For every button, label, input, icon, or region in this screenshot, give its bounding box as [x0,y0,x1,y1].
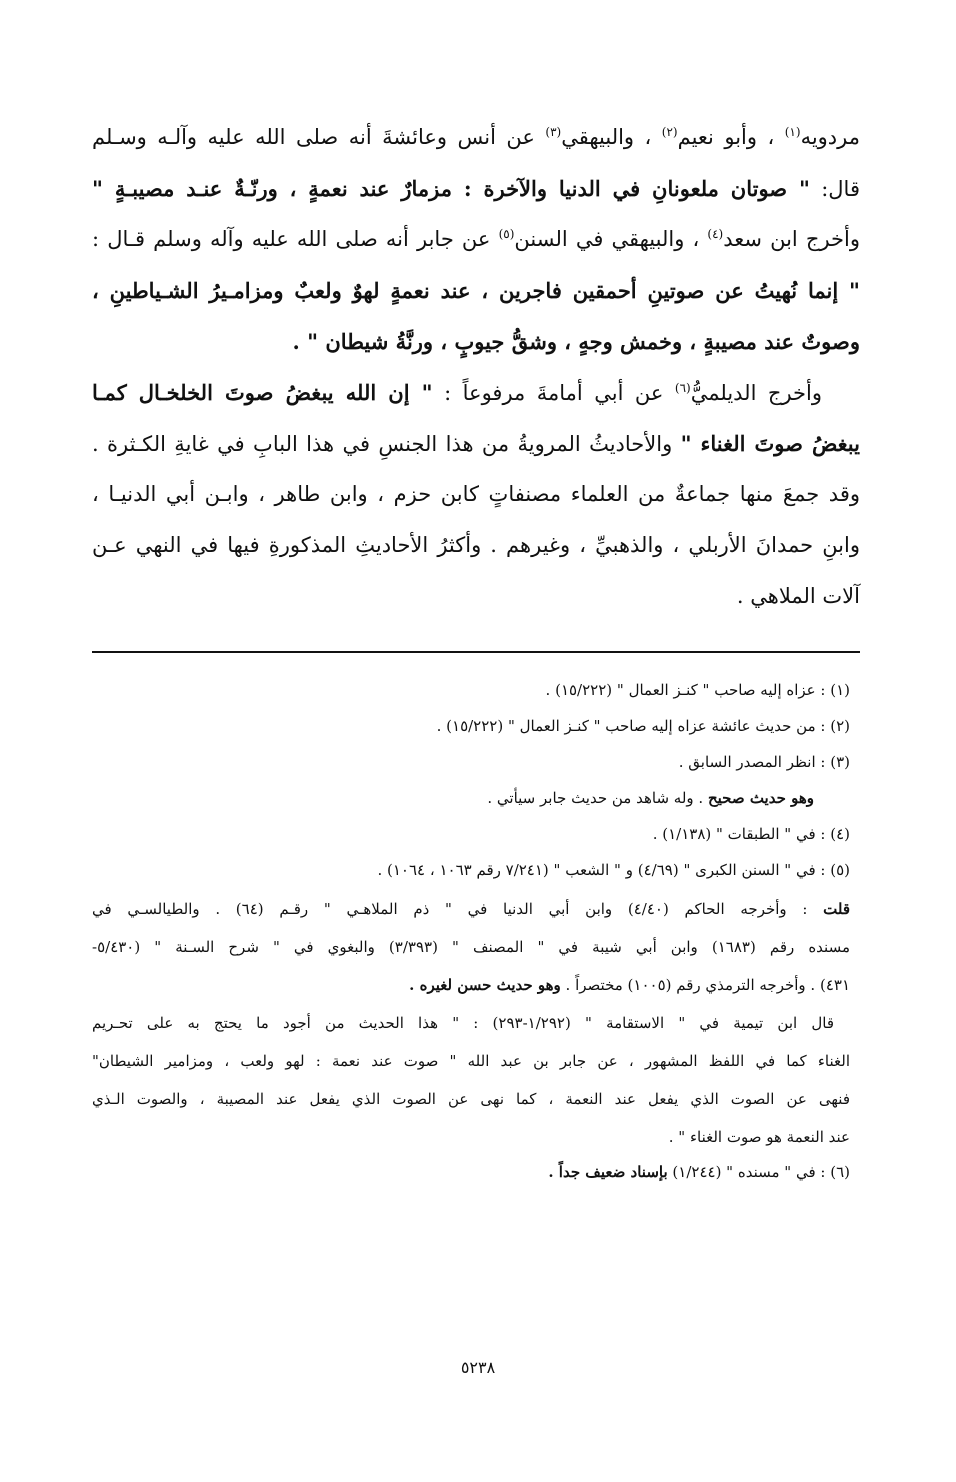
text-segment: ، والبيهقي [561,125,662,149]
footnote-line [92,892,850,926]
text-segment: مردويه [800,125,860,149]
text-segment: (٤) : في " الطبقات " (١/١٣٨) . [652,825,850,843]
text-line [92,112,860,163]
text-line [92,469,860,520]
text-segment: (٥) : في " السنن الكبرى " (٤/٦٩) و " الشعب " (٧/٢٤١ رقم ١٠٦٣ ، ١٠٦٤) . [377,861,850,879]
text-segment: وابنِ حمدانَ الأربلي ، والذهبيِّ ، وغيرهم . وأكثرُ الأحاديثِ المذكورةِ فيها في النهي عـن [92,533,860,557]
text-segment: الغناء كما في اللفظ المشهور ، عن جابر بن عبد الله " صوت عند نعمة : لهو ولعب ، ومزامير الشيطان" [92,1052,850,1070]
footnote-line [92,820,850,848]
footnotes [92,676,850,1194]
text-segment: ، وأبو نعيم [677,125,785,149]
text-line [92,265,860,316]
text-segment: (٣) : انظر المصدر السابق . [678,753,850,771]
bold-text: وهو حديث حسن لغيره . [409,976,561,994]
text-segment: : وأخرجه الحاكم (٤/٤٠) وابن أبي الدنيا في " ذم الملاهـي " رقـم (٦٤) . والطيالسـي في [92,900,824,918]
text-segment: (١) : عزاه إليه صاحب " كنـز العمال " (١٥/٢٢٢) . [545,681,850,699]
text-segment: فنهى عن الصوت الذي يفعل عند النعمة ، كما نهى عن الصوت الذي يفعل عند المصيبة ، والصوت الـذي [92,1090,850,1108]
text-segment: عن جابر أنه صلى الله عليه وآله وسلم قـال : [92,227,499,251]
bold-text: يبغضُ صوتَ الغناء " [680,431,860,456]
footnote-line [92,784,850,812]
text-line [92,214,860,265]
footnote-marker: (٦) [674,381,691,395]
page-number: ٥٢٣٨ [460,1358,496,1377]
bold-text: " إنما نُهيتُ عن صوتينِ أحمقين فاجرين ، عند نعمةٍ لهوٌ ولعبٌ ومزامـيرُ الشـياطينِ ، [92,278,860,303]
footnote-line [92,1006,850,1040]
footnote-line [92,1044,850,1078]
text-segment: . وله شاهد من حديث جابر سيأتي . [487,789,708,807]
text-segment: (٢) : من حديث عائشة عزاه إليه صاحب " كنـز العمال " (١٥/٢٢٢) . [436,717,850,735]
footnote-marker: (٢) [661,125,678,139]
text-segment: قال: [809,177,860,201]
text-line [92,316,860,367]
text-segment: عند النعمة هو صوت الغناء " . [668,1128,850,1146]
footnote-line [92,1158,850,1186]
bold-text: " إن الله يبغضُ صوتَ الخلخـال كمـا [92,380,433,405]
text-segment: آلات الملاهي . [736,584,860,608]
bold-text: وصوتٌ عند مصيبةٍ ، وخمش وجهٍ ، وشقُّ جيوبٍ ، ورنَّةُ شيطان " . [292,329,860,354]
text-segment: (٦) : في " مسنده " (١/٢٤٤) [667,1163,850,1181]
text-segment: وأخرج ابن سعد [723,227,860,251]
text-segment: عن أنس وعائشةَ أنه صلى الله عليه وآلـه وسـلم [92,125,546,149]
text-segment: ، والبيهقي في السنن [514,227,708,251]
footnote-line [92,748,850,776]
text-segment: عن أبي أمامةَ مرفوعاً : [432,381,675,405]
footnote-marker: (٤) [707,227,724,241]
text-segment: وقد جمعَ منها جماعةٌ من العلماء مصنفاتٍ كابن حزم ، وابن طاهر ، وابـن أبي الدنيـا ، [92,482,860,506]
text-line [92,367,860,418]
footnote-line [92,968,850,1002]
footnote-line [92,1120,850,1154]
bold-text: وهو حديث صحيح [707,789,814,807]
bold-text: قلت [823,900,850,918]
text-segment: ٤٣١) . وأخرجه الترمذي رقم (١٠٠٥) مختصراً . [560,976,850,994]
footnote-marker: (١) [784,125,801,139]
text-segment: قال ابن تيمية في " الاستقامة " (١/٢٩٢-٢٩٣) : " هذا الحديث من أجود ما يحتج به على تحـريم [92,1014,835,1032]
footnote-line [92,676,850,704]
footnote-marker: (٣) [545,125,562,139]
footnote-line [92,1082,850,1116]
footnote-line [92,856,850,884]
text-segment: مسنده رقم (١٦٨٣) وابن أبي شيبة في " المصنف " (٣/٣٩٣) والبغوي في " شرح السـنة " (٥/٤٣٠- [92,938,850,956]
text-line [92,163,860,214]
footnote-line [92,930,850,964]
text-segment: وأخرج الديلميُّ [690,381,822,405]
text-line [92,418,860,469]
text-segment: والأحاديثُ المرويةُ من هذا الجنسِ في هذا البابِ في غايةِ الكـثرة . [92,432,681,456]
footnote-marker: (٥) [498,227,515,241]
bold-text: " صوتان ملعونانِ في الدنيا والآخرة : مزمارٌ عند نعمةٍ ، ورنّـةٌ عنـد مصيبـةٍ " [92,176,810,201]
text-line [92,571,860,622]
footnote-line [92,712,850,740]
main-text [92,112,860,622]
text-line [92,520,860,571]
footnote-separator [92,651,860,653]
bold-text: بإسناد ضعيف جداً . [548,1163,668,1181]
